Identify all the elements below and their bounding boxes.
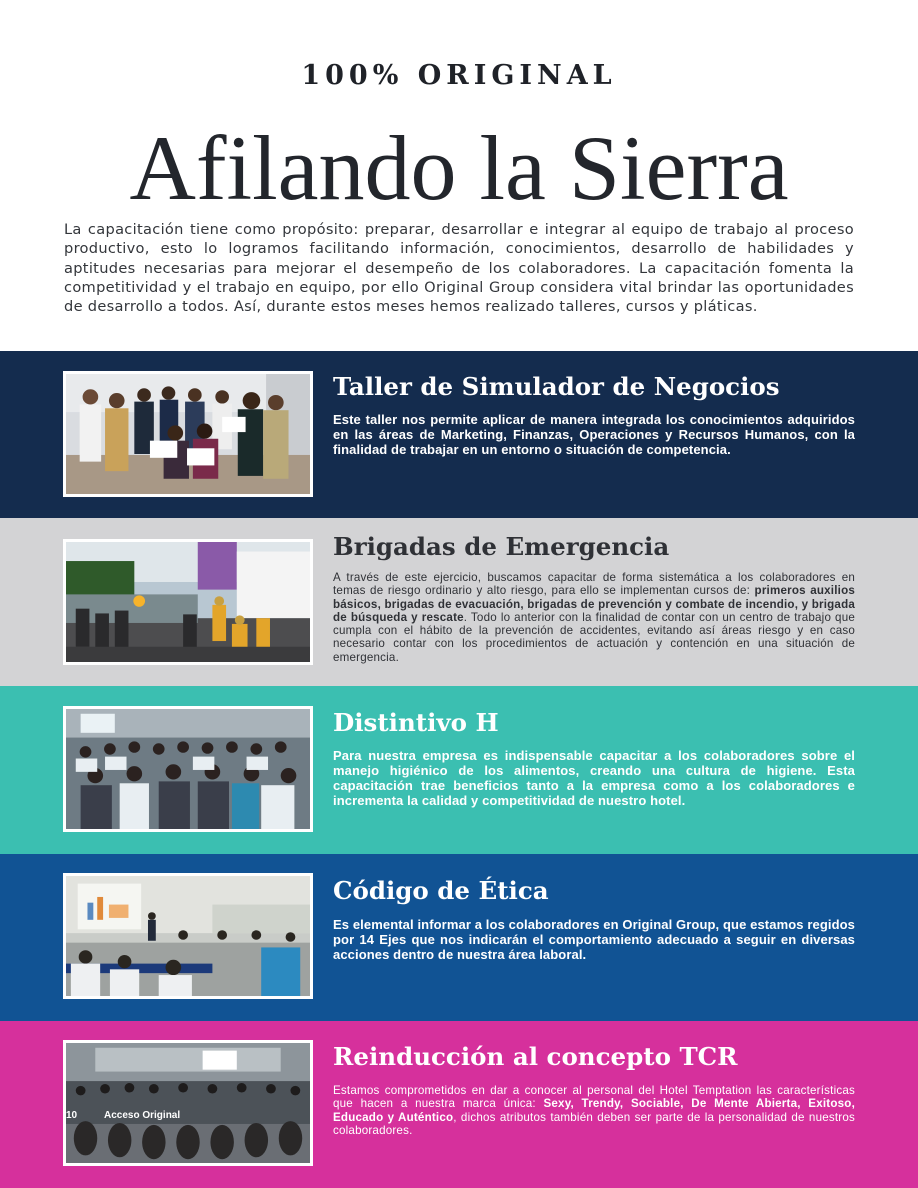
brigadas-text-a: A través de este ejercicio, buscamos capacitar de forma sistemática a los colaboradores en temas de riesgo ordinario y alto riesgo, para ello se implementan cursos de: <box>333 571 855 598</box>
kicker: 100% ORIGINAL <box>301 60 617 91</box>
section-text-etica: Es elemental informar a los colaboradores en Original Group, que estamos regidos por 14 Ejes que nos indicarán el comportamiento adecuado a seguir en diversas acciones dentro de nuestra área laboral. <box>333 917 855 962</box>
photo-tcr <box>63 1040 313 1166</box>
section-title-brigadas: Brigadas de Emergencia <box>333 532 670 561</box>
photo-simulador <box>63 371 313 497</box>
tcr-text-bold: Sexy, Trendy, Sociable, De Mente Abierta, Exitoso, Educado y Auténtico <box>333 1097 855 1124</box>
section-text-tcr <box>333 1084 855 1137</box>
section-text-simulador: Este taller nos permite aplicar de manera integrada los conocimientos adquiridos en las áreas de Marketing, Finanzas, Operaciones y Recursos Humanos, con la finalidad de trabajar en un entorno o situación de competencia. <box>333 412 855 457</box>
photo-etica <box>63 873 313 999</box>
section-band-brigadas <box>0 518 918 686</box>
section-title-simulador: Taller de Simulador de Negocios <box>333 372 780 401</box>
section-band-etica <box>0 854 918 1021</box>
tcr-text-a: Estamos comprometidos en dar a conocer al personal del Hotel Temptation las características que hacen a nuestra marca única: <box>333 1084 855 1111</box>
page-number: 10 <box>66 1110 78 1121</box>
section-text-brigadas <box>333 571 855 664</box>
section-band-simulador <box>0 351 918 518</box>
section-title-distintivo: Distintivo H <box>333 708 499 737</box>
brigadas-text-bold: primeros auxilios básicos, brigadas de evacuación, brigadas de prevención y combate de incendio, y brigada de búsqueda y rescate <box>333 584 856 624</box>
photo-brigadas <box>63 539 313 665</box>
section-band-distintivo <box>0 686 918 854</box>
intro-paragraph: La capacitación tiene como propósito: preparar, desarrollar e integrar al equipo de trabajo al proceso productivo, esto lo logramos facilitando información, conocimientos, desarrollo de habilidades y aptitudes necesarias para mejorar el desempeño de los colaboradores. La capacitación fomenta la competitividad y el trabajo en equipo, por ello Original Group considera vital brindar las oportunidades de desarrollo a todos. Así, durante estos meses hemos realizado talleres, cursos y pláticas. <box>64 221 854 316</box>
section-text-distintivo: Para nuestra empresa es indispensable capacitar a los colaboradores sobre el manejo higiénico de los alimentos, creando una cultura de higiene. Esta capacitación trae beneficios tanto a la empresa como a los colaboradores e incrementa la calidad y competitividad de nuestro hotel. <box>333 748 855 808</box>
publication-name: Acceso Original <box>104 1110 181 1121</box>
section-band-tcr <box>0 1021 918 1188</box>
section-title-tcr: Reinducción al concepto TCR <box>333 1042 738 1071</box>
tcr-text-b: , dichos atributos también deben ser parte de la personalidad de nuestros colaboradores. <box>333 1110 855 1137</box>
page-title: Afilando la Sierra <box>129 117 789 219</box>
photo-distintivo <box>63 706 313 832</box>
brigadas-text-b: . Todo lo anterior con la finalidad de contar con un centro de trabajo que cumpla con el hábito de la prevención de accidentes, evitando así áreas riesgo y en caso necesario contar con los procedimientos de actuación y contención en una situación de emergencia. <box>333 610 855 664</box>
section-title-etica: Código de Ética <box>333 876 549 905</box>
